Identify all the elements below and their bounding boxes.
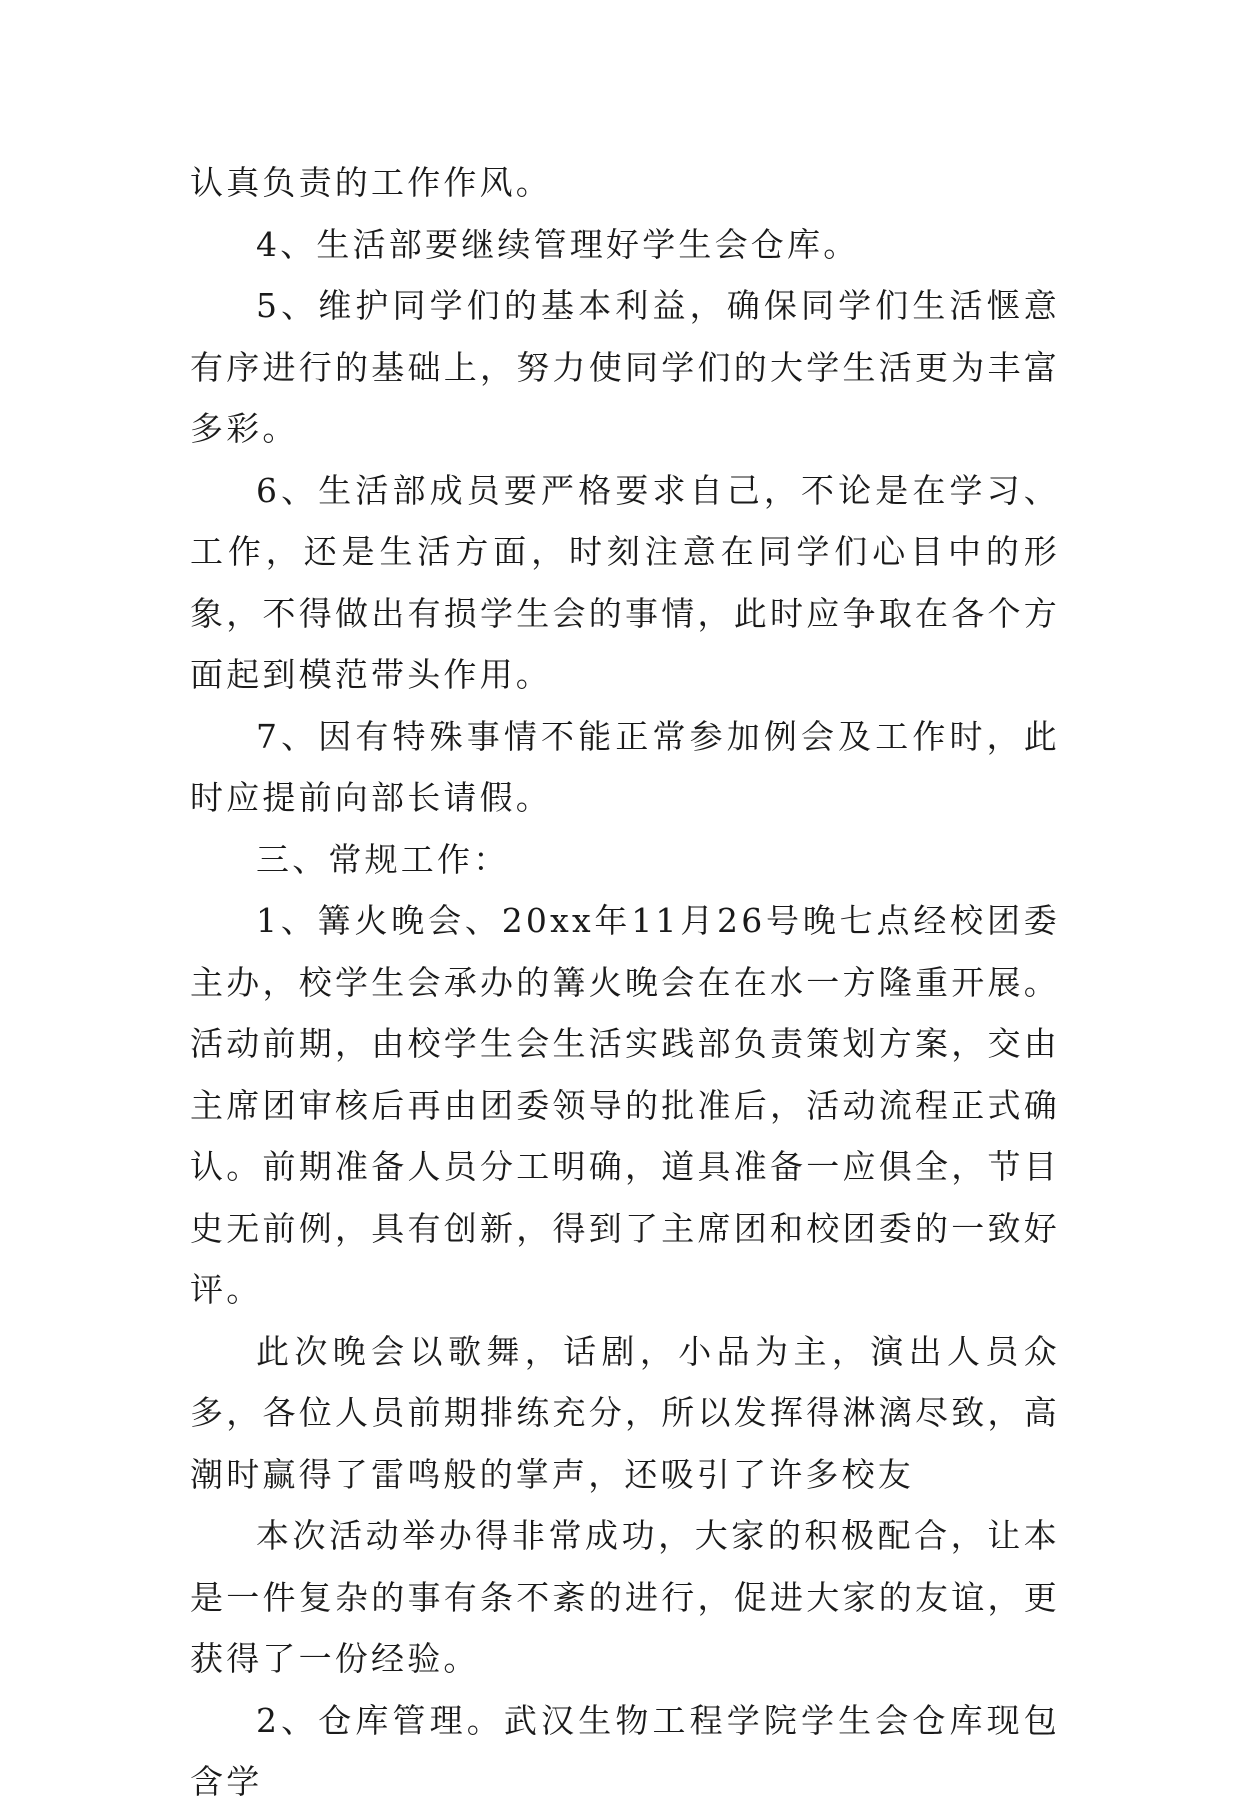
paragraph-bonfire-party: 1、篝火晚会、20xx年11月26号晚七点经校团委主办，校学生会承办的篝火晚会在在水一方隆重开展。活动前期，由校学生会生活实践部负责策划方案，交由主席团审核后再由团委领导的批准后，活动流程正式确认。前期准备人员分工明确，道具准备一应俱全，节目史无前例，具有创新，得到了主席团和校团委的一致好评。 [190,901,1060,1309]
paragraph-warehouse-management: 2、仓库管理。武汉生物工程学院学生会仓库现包含学 [190,1700,1060,1801]
paragraph-item-6: 6、生活部成员要严格要求自己，不论是在学习、工作，还是生活方面，时刻注意在同学们心目中的形象，不得做出有损学生会的事情，此时应争取在各个方面起到模范带头作用。 [190,470,1060,694]
paragraph-item-4: 4、生活部要继续管理好学生会仓库。 [256,224,860,264]
paragraph-party-program: 此次晚会以歌舞，话剧，小品为主，演出人员众多，各位人员前期排练充分，所以发挥得淋漓尽致，高潮时赢得了雷鸣般的掌声，还吸引了许多校友 [190,1331,1060,1494]
paragraph-work-style: 认真负责的工作作风。 [190,163,552,202]
section-heading-routine-work: 三、常规工作： [256,839,510,879]
paragraph-party-success: 本次活动举办得非常成功，大家的积极配合，让本是一件复杂的事有条不紊的进行，促进大家的友谊，更获得了一份经验。 [190,1516,1060,1678]
paragraph-item-7: 7、因有特殊事情不能正常参加例会及工作时，此时应提前向部长请假。 [190,716,1060,817]
paragraph-item-5: 5、维护同学们的基本利益，确保同学们生活惬意有序进行的基础上，努力使同学们的大学生活更为丰富多彩。 [190,286,1060,448]
document-body [190,152,1060,1813]
